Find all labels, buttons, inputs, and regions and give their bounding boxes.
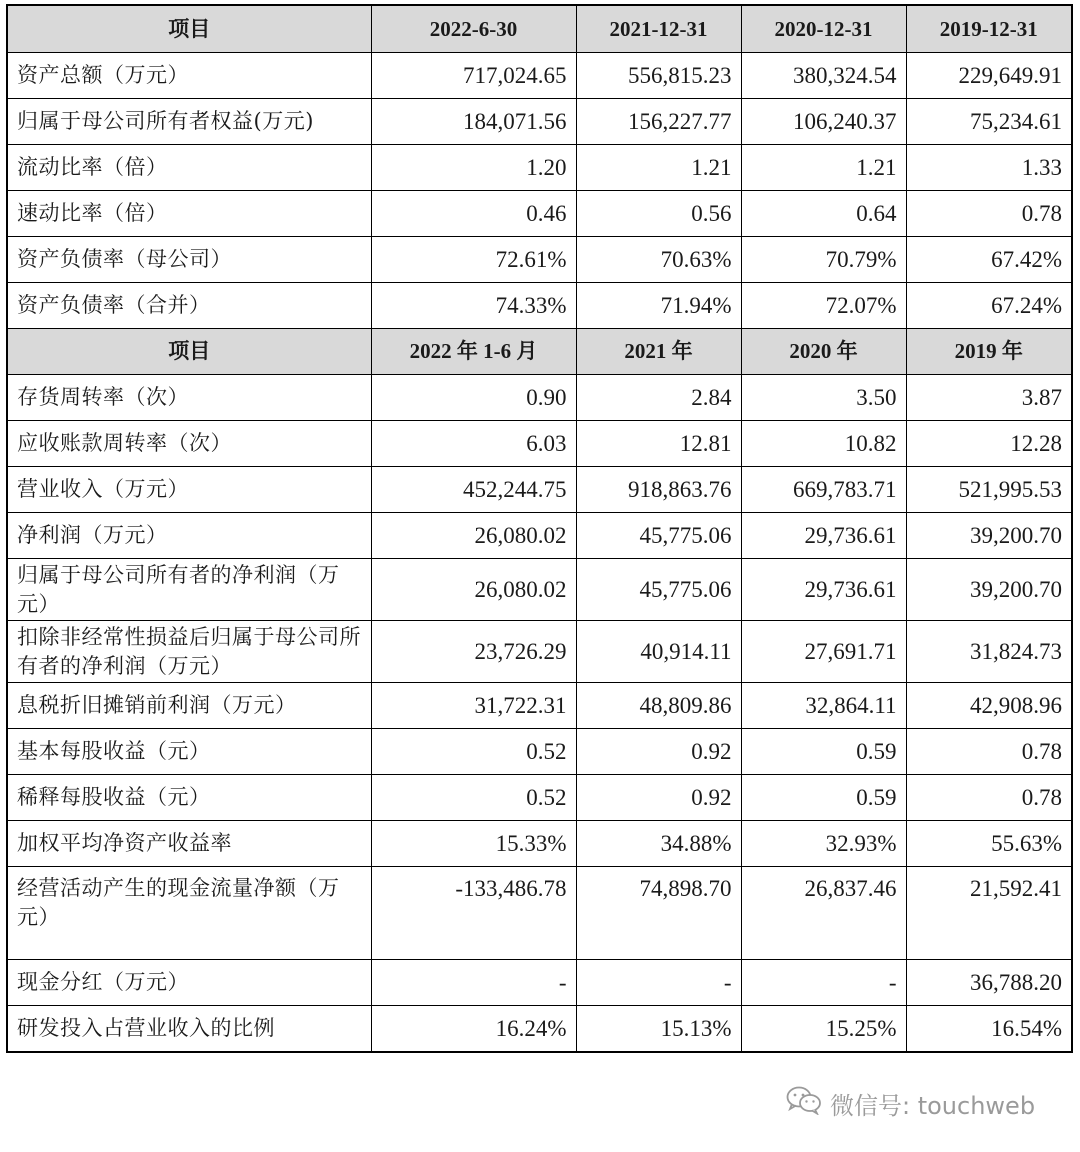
wechat-icon <box>786 1085 830 1121</box>
cell-value: 26,080.02 <box>371 559 576 621</box>
row-label: 现金分红（万元） <box>7 960 371 1006</box>
row-label: 流动比率（倍） <box>7 145 371 191</box>
cell-value: 74.33% <box>371 283 576 329</box>
row-label: 稀释每股收益（元） <box>7 775 371 821</box>
cell-value: 0.52 <box>371 775 576 821</box>
row-label: 资产负债率（母公司） <box>7 237 371 283</box>
cell-value: 2.84 <box>576 375 741 421</box>
cell-value: 26,080.02 <box>371 513 576 559</box>
cell-value: 71.94% <box>576 283 741 329</box>
cell-value: 72.07% <box>741 283 906 329</box>
row-label: 基本每股收益（元） <box>7 729 371 775</box>
column-header: 2020-12-31 <box>741 5 906 53</box>
cell-value: 0.78 <box>906 729 1072 775</box>
cell-value: 15.33% <box>371 821 576 867</box>
cell-value: 156,227.77 <box>576 99 741 145</box>
cell-value: 70.79% <box>741 237 906 283</box>
cell-value: 106,240.37 <box>741 99 906 145</box>
cell-value: 717,024.65 <box>371 53 576 99</box>
cell-value: 74,898.70 <box>576 867 741 960</box>
table2-header-row <box>7 329 1072 375</box>
row-label: 研发投入占营业收入的比例 <box>7 1006 371 1053</box>
cell-value: 184,071.56 <box>371 99 576 145</box>
row-label: 营业收入（万元） <box>7 467 371 513</box>
table-row <box>7 960 1072 1006</box>
financial-indicators-table <box>6 4 1073 1053</box>
table-row <box>7 375 1072 421</box>
row-label: 扣除非经常性损益后归属于母公司所有者的净利润（万元） <box>7 621 371 683</box>
column-header: 2021 年 <box>576 329 741 375</box>
row-label: 应收账款周转率（次） <box>7 421 371 467</box>
cell-value: 45,775.06 <box>576 559 741 621</box>
cell-value: 72.61% <box>371 237 576 283</box>
cell-value: 452,244.75 <box>371 467 576 513</box>
cell-value: -133,486.78 <box>371 867 576 960</box>
cell-value: 29,736.61 <box>741 513 906 559</box>
cell-value: 3.50 <box>741 375 906 421</box>
cell-value: 0.78 <box>906 775 1072 821</box>
cell-value: 918,863.76 <box>576 467 741 513</box>
watermark-text: 微信号: touchweb <box>830 1091 1036 1120</box>
cell-value: 75,234.61 <box>906 99 1072 145</box>
row-label: 存货周转率（次） <box>7 375 371 421</box>
cell-value: 26,837.46 <box>741 867 906 960</box>
cell-value: 29,736.61 <box>741 559 906 621</box>
table-row <box>7 1006 1072 1053</box>
cell-value: 39,200.70 <box>906 513 1072 559</box>
cell-value: 39,200.70 <box>906 559 1072 621</box>
table-row <box>7 191 1072 237</box>
cell-value: 40,914.11 <box>576 621 741 683</box>
table-row <box>7 559 1072 621</box>
cell-value: 31,824.73 <box>906 621 1072 683</box>
cell-value: 34.88% <box>576 821 741 867</box>
cell-value: 32.93% <box>741 821 906 867</box>
cell-value: 0.46 <box>371 191 576 237</box>
table1-header-row <box>7 5 1072 53</box>
column-header: 2020 年 <box>741 329 906 375</box>
cell-value: 67.42% <box>906 237 1072 283</box>
table-row <box>7 729 1072 775</box>
column-header: 2021-12-31 <box>576 5 741 53</box>
cell-value: 6.03 <box>371 421 576 467</box>
cell-value: 42,908.96 <box>906 683 1072 729</box>
table-row <box>7 99 1072 145</box>
cell-value: 16.24% <box>371 1006 576 1053</box>
cell-value: 16.54% <box>906 1006 1072 1053</box>
cell-value: 380,324.54 <box>741 53 906 99</box>
table-row <box>7 821 1072 867</box>
cell-value: 556,815.23 <box>576 53 741 99</box>
table-row <box>7 683 1072 729</box>
cell-value: 70.63% <box>576 237 741 283</box>
cell-value: 3.87 <box>906 375 1072 421</box>
cell-value: - <box>576 960 741 1006</box>
cell-value: 0.92 <box>576 729 741 775</box>
table-row <box>7 621 1072 683</box>
cell-value: 48,809.86 <box>576 683 741 729</box>
cell-value: 21,592.41 <box>906 867 1072 960</box>
table-row <box>7 467 1072 513</box>
cell-value: 229,649.91 <box>906 53 1072 99</box>
cell-value: - <box>741 960 906 1006</box>
cell-value: 36,788.20 <box>906 960 1072 1006</box>
cell-value: 31,722.31 <box>371 683 576 729</box>
row-label: 息税折旧摊销前利润（万元） <box>7 683 371 729</box>
cell-value: 1.21 <box>576 145 741 191</box>
cell-value: 0.56 <box>576 191 741 237</box>
cell-value: - <box>371 960 576 1006</box>
column-header: 项目 <box>7 5 371 53</box>
cell-value: 10.82 <box>741 421 906 467</box>
row-label: 资产总额（万元） <box>7 53 371 99</box>
cell-value: 1.20 <box>371 145 576 191</box>
cell-value: 15.13% <box>576 1006 741 1053</box>
cell-value: 32,864.11 <box>741 683 906 729</box>
wechat-watermark <box>786 1085 1035 1121</box>
column-header: 2019 年 <box>906 329 1072 375</box>
row-label: 净利润（万元） <box>7 513 371 559</box>
table-row <box>7 513 1072 559</box>
cell-value: 55.63% <box>906 821 1072 867</box>
cell-value: 669,783.71 <box>741 467 906 513</box>
column-header: 2019-12-31 <box>906 5 1072 53</box>
table-row <box>7 53 1072 99</box>
row-label: 资产负债率（合并） <box>7 283 371 329</box>
cell-value: 12.28 <box>906 421 1072 467</box>
cell-value: 45,775.06 <box>576 513 741 559</box>
cell-value: 0.92 <box>576 775 741 821</box>
cell-value: 0.59 <box>741 775 906 821</box>
row-label: 归属于母公司所有者权益(万元) <box>7 99 371 145</box>
cell-value: 12.81 <box>576 421 741 467</box>
table-row <box>7 867 1072 960</box>
row-label: 归属于母公司所有者的净利润（万元） <box>7 559 371 621</box>
table-row <box>7 283 1072 329</box>
row-label: 加权平均净资产收益率 <box>7 821 371 867</box>
cell-value: 0.90 <box>371 375 576 421</box>
table-row <box>7 145 1072 191</box>
cell-value: 0.78 <box>906 191 1072 237</box>
table-row <box>7 421 1072 467</box>
column-header: 项目 <box>7 329 371 375</box>
table-row <box>7 237 1072 283</box>
table-row <box>7 775 1072 821</box>
row-label: 经营活动产生的现金流量净额（万元） <box>7 867 371 960</box>
cell-value: 15.25% <box>741 1006 906 1053</box>
cell-value: 0.52 <box>371 729 576 775</box>
cell-value: 1.21 <box>741 145 906 191</box>
cell-value: 1.33 <box>906 145 1072 191</box>
row-label: 速动比率（倍） <box>7 191 371 237</box>
cell-value: 23,726.29 <box>371 621 576 683</box>
cell-value: 521,995.53 <box>906 467 1072 513</box>
cell-value: 27,691.71 <box>741 621 906 683</box>
cell-value: 0.64 <box>741 191 906 237</box>
cell-value: 67.24% <box>906 283 1072 329</box>
cell-value: 0.59 <box>741 729 906 775</box>
column-header: 2022 年 1-6 月 <box>371 329 576 375</box>
column-header: 2022-6-30 <box>371 5 576 53</box>
